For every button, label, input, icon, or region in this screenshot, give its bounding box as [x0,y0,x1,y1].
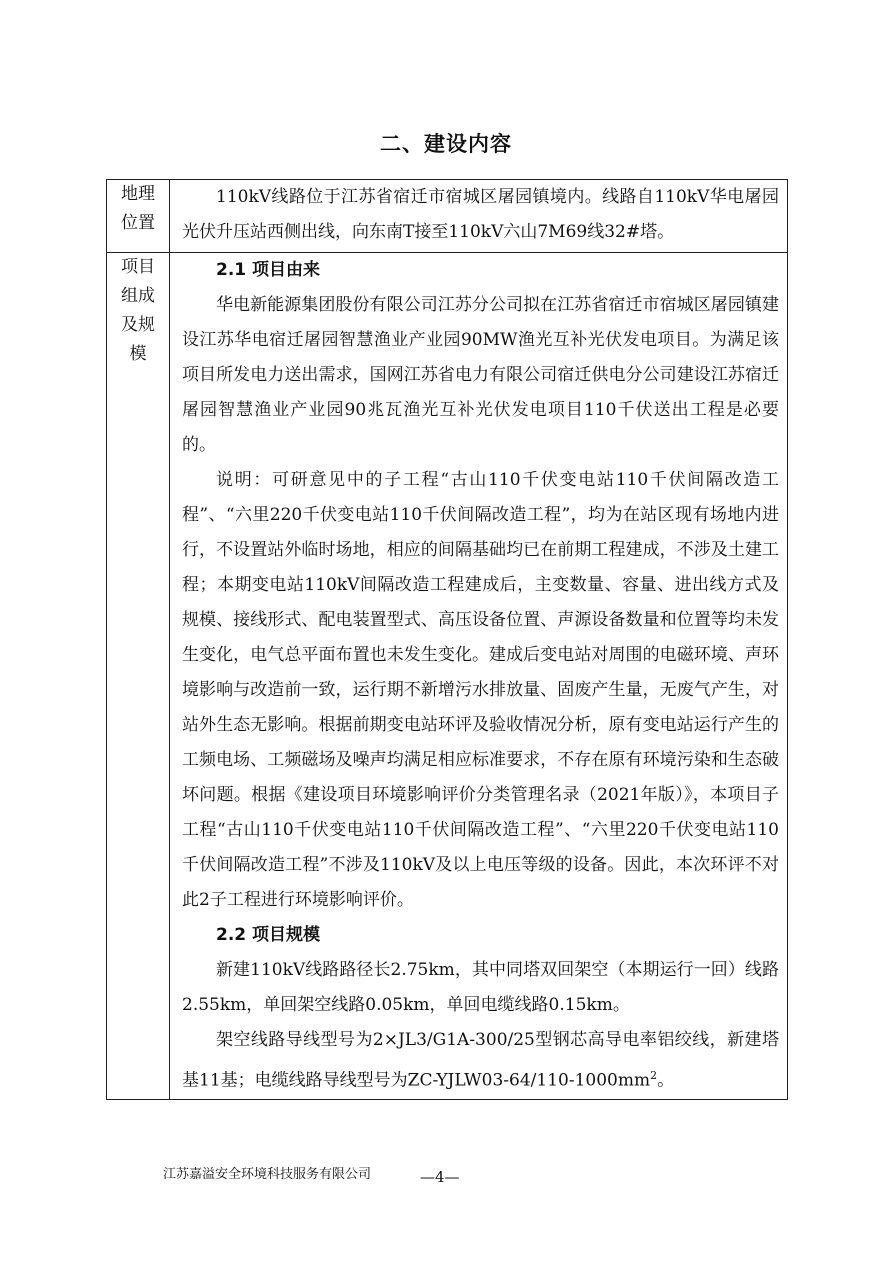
composition-label-line: 模 [129,344,147,364]
note-paragraph: 说明：可研意见中的子工程“古山110千伏变电站110千伏间隔改造工程”、“六里220千伏变电站110千伏间隔改造工程”，均为在站区现有场地内进行，不设置站外临时场地，相应的间隔基础均已在前期工程建成，不涉及土建工程；本期变电站110kV间隔改造工程建成后，主变数量、容量、进出线方式及规模、接线形式、配电装置型式、高压设备位置、声源设备数量和位置等均未发生变化，电气总平面布置也未发生变化。建成后变电站对周围的电磁环境、声环境影响与改造前一致，运行期不新增污水排放量、固废产生量，无废气产生，对站外生态无影响。根据前期变电站环评及验收情况分析，原有变电站运行产生的工频电场、工频磁场及噪声均满足相应标准要求，不存在原有环境污染和生态破坏问题。根据《建设项目环境影响评价分类管理名录（2021年版）》，本项目子工程“古山110千伏变电站110千伏间隔改造工程”、“六里220千伏变电站110千伏间隔改造工程”不涉及110kV及以上电压等级的设备。因此，本次环评不对此2子工程进行环境影响评价。 [182,470,779,910]
scale-paragraph-line-length: 新建110kV线路路径长2.75km，其中同塔双回架空（本期运行一回）线路2.55km，单回架空线路0.05km，单回电缆线路0.15km。 [182,960,779,1015]
location-label-cell [107,180,170,253]
section-heading-origin: 2.1 项目由来 [216,260,321,280]
conductor-text-end: 。 [657,1070,675,1091]
footer-page-number: —4— [420,1168,460,1186]
composition-label-line: 组成 [121,286,155,306]
superscript-unit: 2 [650,1069,658,1082]
footer-company: 江苏嘉溢安全环境科技服务有限公司 [163,1167,372,1182]
conductor-text: 架空线路导线型号为2×JL3/G1A-300/25型钢芯高导电率铝绞线，新建塔基11基；电缆线路导线型号为ZC-YJLW03-64/110-1000mm [182,1030,779,1091]
location-label-line: 地理 [121,184,155,204]
composition-row [107,253,788,1100]
location-row [107,180,788,253]
page-title: 二、建设内容 [380,132,512,156]
content-table [106,179,788,1100]
composition-content-cell [170,253,788,1100]
location-label-line: 位置 [121,213,155,233]
scale-paragraph-conductor [182,1023,779,1099]
composition-label-line: 及规 [121,315,155,335]
composition-label-line: 项目 [121,257,155,277]
location-text: 110kV线路位于江苏省宿迁市宿城区屠园镇境内。线路自110kV华电屠园光伏升压站西侧出线，向东南T接至110kV六山7M69线32#塔。 [182,187,779,242]
origin-paragraph: 华电新能源集团股份有限公司江苏分公司拟在江苏省宿迁市宿城区屠园镇建设江苏华电宿迁屠园智慧渔业产业园90MW渔光互补光伏发电项目。为满足该项目所发电力送出需求，国网江苏省电力有限公司宿迁供电分公司建设江苏宿迁屠园智慧渔业产业园90兆瓦渔光互补光伏发电项目110千伏送出工程是必要的。 [182,295,779,455]
composition-label-cell [107,253,170,1100]
location-content-cell [170,180,788,253]
section-heading-scale: 2.2 项目规模 [216,925,321,945]
